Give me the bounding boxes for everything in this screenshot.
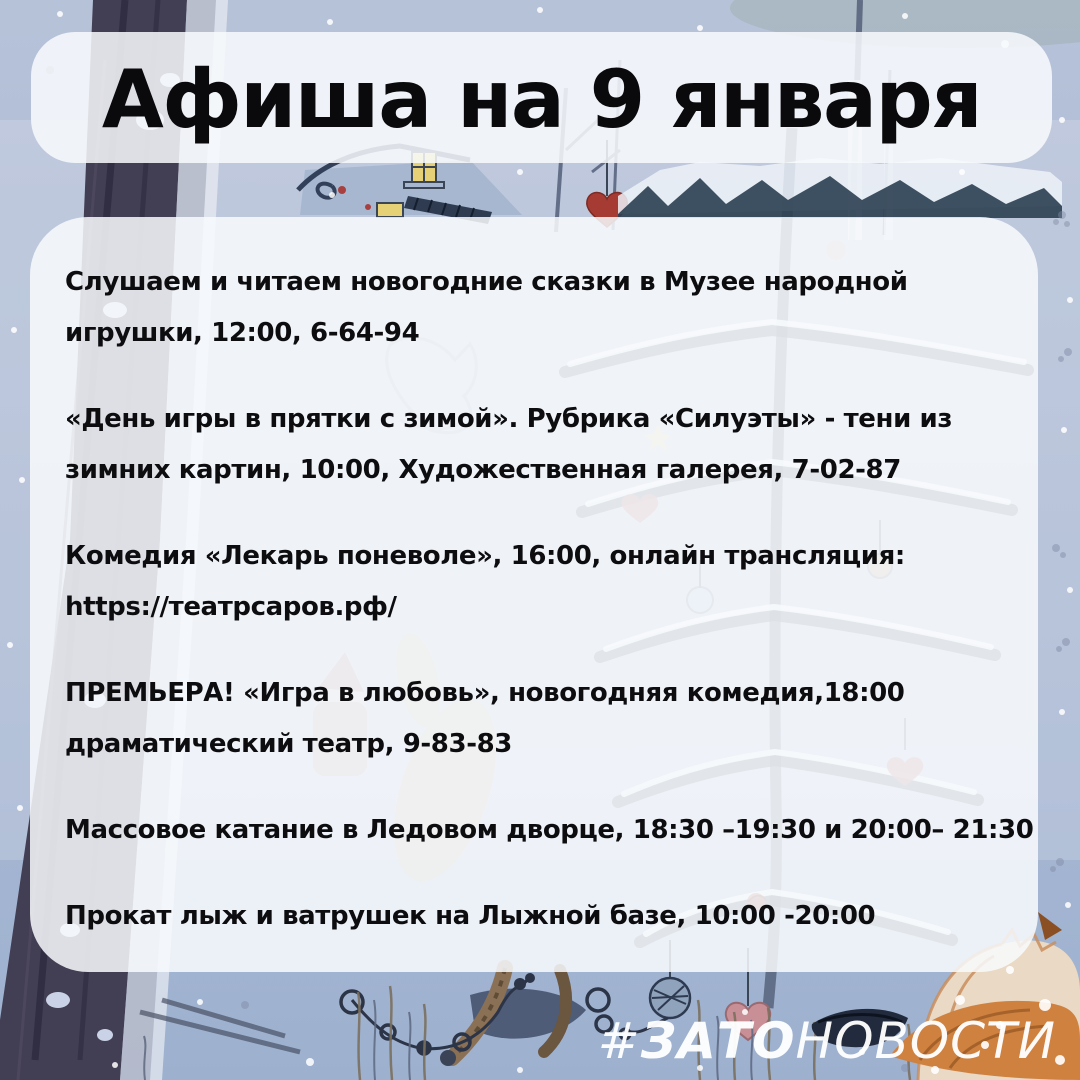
event-line: https://театрсаров.рф/ [65, 592, 397, 622]
events-card [30, 217, 1038, 972]
event-item [65, 257, 1020, 359]
poster-title: Афиша на 9 января [101, 53, 982, 146]
event-item [65, 805, 1034, 856]
watermark-brand-light: НОВОСТИ [795, 1012, 1056, 1070]
event-line: Комедия «Лекарь поневоле», 16:00, онлайн трансляция: [65, 541, 905, 571]
event-line: Прокат лыж и ватрушек на Лыжной базе, 10:00 -20:00 [65, 901, 876, 931]
event-line: Слушаем и читаем новогодние сказки в Музее народной [65, 267, 908, 297]
watermark-hash: # [597, 1012, 641, 1070]
event-line: ПРЕМЬЕРА! «Игра в любовь», новогодняя комедия,18:00 [65, 678, 905, 708]
watermark-brand-bold: ЗАТО [640, 1012, 796, 1070]
event-line: Массовое катание в Ледовом дворце, 18:30 –19:30 и 20:00– 21:30 [65, 815, 1034, 845]
watermark [598, 1012, 1056, 1070]
event-item [65, 891, 1020, 942]
event-line: зимних картин, 10:00, Художественная галерея, 7-02-87 [65, 455, 901, 485]
event-item [65, 394, 1020, 496]
title-card [31, 32, 1052, 163]
event-item [65, 668, 1020, 770]
event-item [65, 531, 1020, 633]
event-line: «День игры в прятки с зимой». Рубрика «Силуэты» - тени из [65, 404, 953, 434]
event-line: игрушки, 12:00, 6-64-94 [65, 318, 420, 348]
event-line: драматический театр, 9-83-83 [65, 729, 512, 759]
